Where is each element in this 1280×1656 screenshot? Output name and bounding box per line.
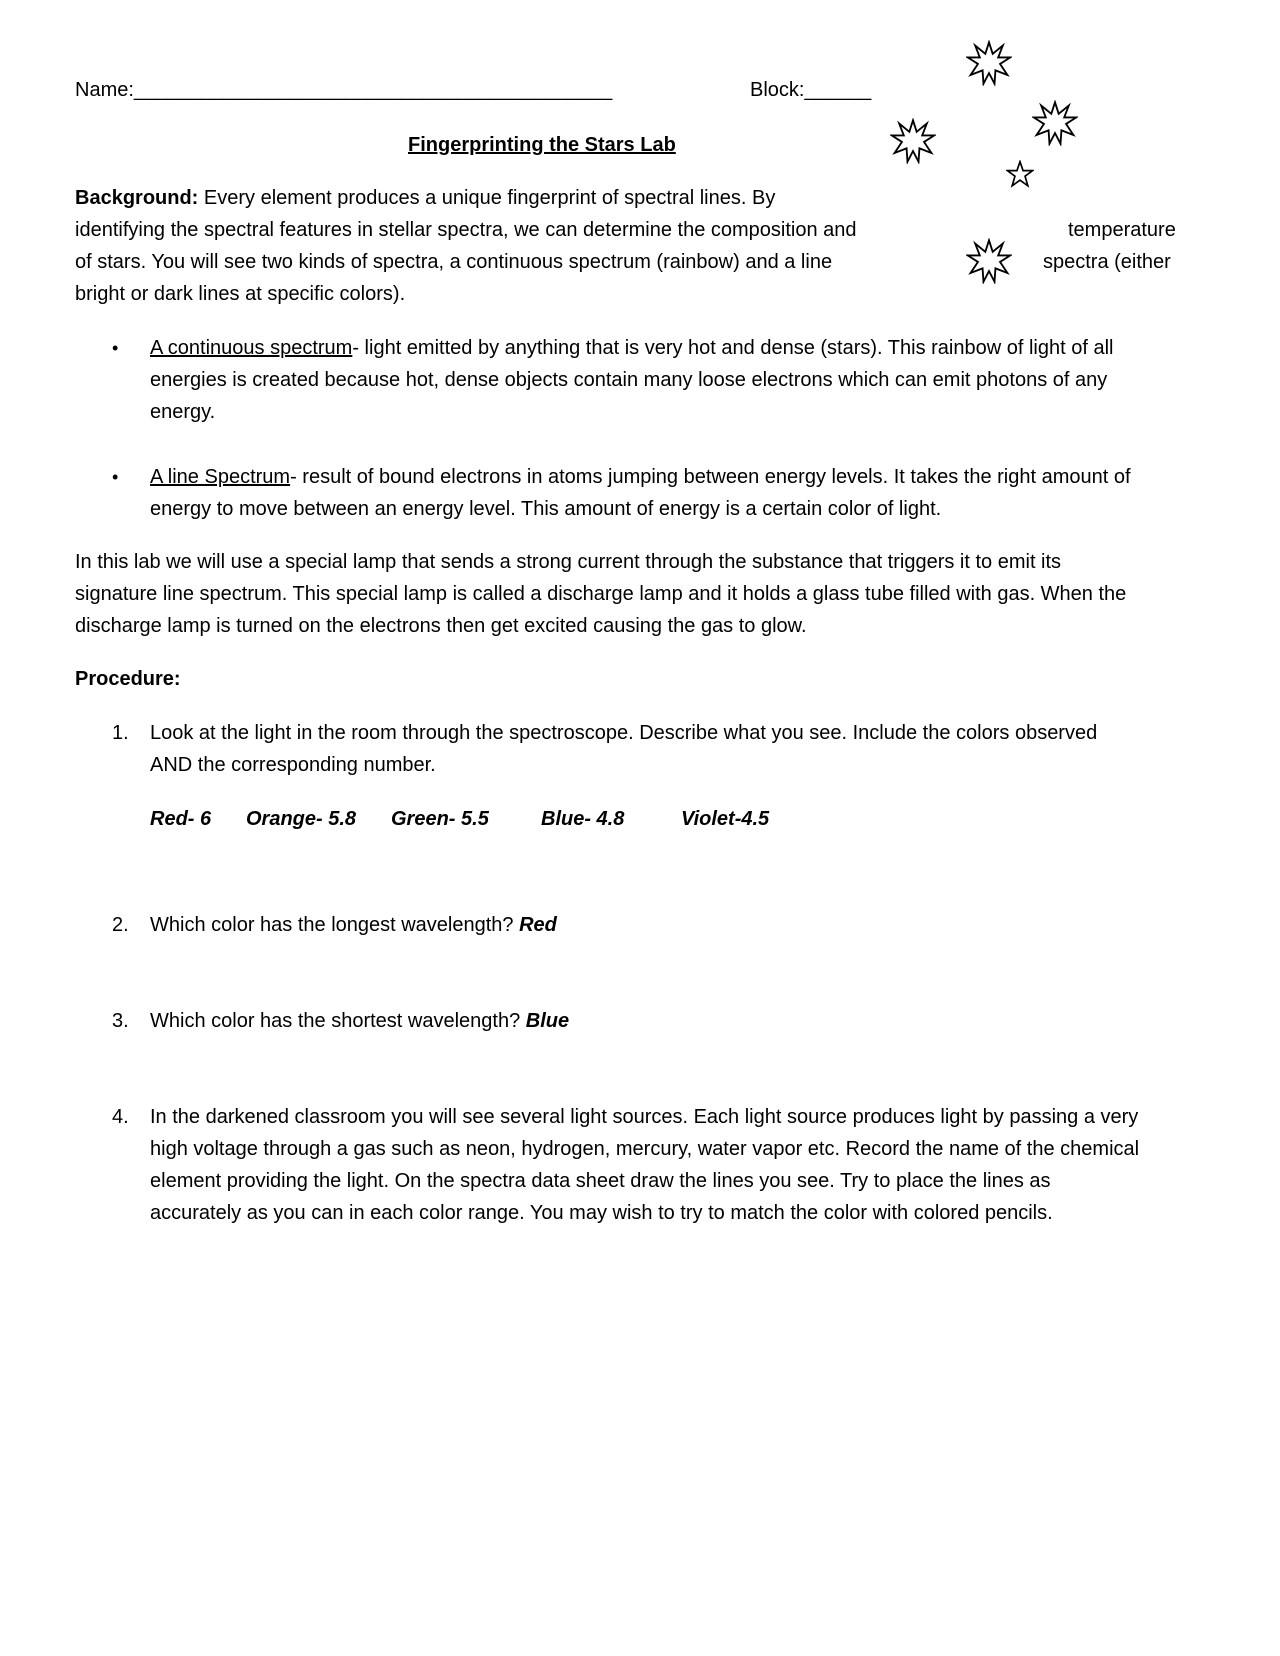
term-line-spectrum: A line Spectrum (150, 466, 291, 488)
answer-orange: Orange- 5.8 (246, 808, 357, 830)
question-2-answer: Red (519, 914, 557, 936)
bullet-line-spectrum-line-1: A line Spectrum- result of bound electrons in atoms jumping between energy levels. It takes the right amount of (150, 466, 1131, 488)
background-line-3: of stars. You will see two kinds of spectra, a continuous spectrum (rainbow) and a line (75, 251, 833, 273)
question-number: 3. (112, 1010, 129, 1032)
bullet-continuous-line-3: energy. (150, 401, 216, 423)
bullet-marker: • (112, 467, 119, 487)
bullet-continuous-line-2: energies is created because hot, dense objects contain many loose electrons which can emit photons of any (150, 369, 1108, 391)
star-outline-icon (1006, 160, 1034, 188)
lab-intro-line-3: discharge lamp is turned on the electrons then get excited causing the gas to glow. (75, 615, 807, 637)
star-outline-icon (966, 40, 1012, 86)
lab-intro-line-2: signature line spectrum. This special lamp is called a discharge lamp and it holds a glass tube filled with gas. When the (75, 583, 1127, 605)
question-4-line-1: In the darkened classroom you will see several light sources. Each light source produces light by passing a very (150, 1106, 1139, 1128)
question-4-line-4: accurately as you can in each color range. You may wish to try to match the color with colored pencils. (150, 1202, 1053, 1224)
question-number: 2. (112, 914, 129, 936)
question-2: Which color has the longest wavelength? Red (150, 914, 557, 936)
question-3-answer: Blue (525, 1010, 570, 1032)
answer-green: Green- 5.5 (391, 808, 489, 830)
answer-violet: Violet-4.5 (681, 808, 770, 830)
bullet-marker: • (112, 338, 119, 358)
background-line-2: identifying the spectral features in stellar spectra, we can determine the composition and (75, 219, 857, 241)
star-outline-icon (966, 238, 1012, 284)
background-line-4: bright or dark lines at specific colors). (75, 283, 406, 305)
block-field-label: Block:______ (750, 79, 872, 101)
background-line-3-right: spectra (either (1043, 251, 1171, 273)
question-number: 4. (112, 1106, 129, 1128)
page-title: Fingerprinting the Stars Lab (408, 134, 676, 156)
procedure-label: Procedure: (75, 668, 181, 690)
name-field-label: Name:___________________________________________ (75, 79, 613, 101)
lab-intro-line-1: In this lab we will use a special lamp that sends a strong current through the substance that triggers it to emit its (75, 551, 1062, 573)
question-1-line-1: Look at the light in the room through the spectroscope. Describe what you see. Include the colors observed (150, 722, 1098, 744)
star-outline-icon (1032, 100, 1078, 146)
background-line-1: Background: Every element produces a unique fingerprint of spectral lines. By (75, 187, 776, 209)
question-4-line-2: high voltage through a gas such as neon, hydrogen, mercury, water vapor etc. Record the name of the chemical (150, 1138, 1140, 1160)
answer-red: Red- 6 (150, 808, 212, 830)
star-outline-icon (890, 118, 936, 164)
question-4-line-3: element providing the light. On the spectra data sheet draw the lines you see. Try to place the lines as (150, 1170, 1051, 1192)
bullet-line-spectrum-line-2: energy to move between an energy level. This amount of energy is a certain color of light. (150, 498, 942, 520)
answer-blue: Blue- 4.8 (541, 808, 625, 830)
bullet-continuous-line-1: A continuous spectrum- light emitted by anything that is very hot and dense (stars). This rainbow of light of all (150, 337, 1114, 359)
background-label: Background: (75, 187, 199, 209)
question-number: 1. (112, 722, 129, 744)
question-1-line-2: AND the corresponding number. (150, 754, 436, 776)
term-continuous-spectrum: A continuous spectrum (150, 337, 353, 359)
question-3: Which color has the shortest wavelength? Blue (150, 1010, 570, 1032)
background-line-2-right: temperature (1068, 219, 1176, 241)
